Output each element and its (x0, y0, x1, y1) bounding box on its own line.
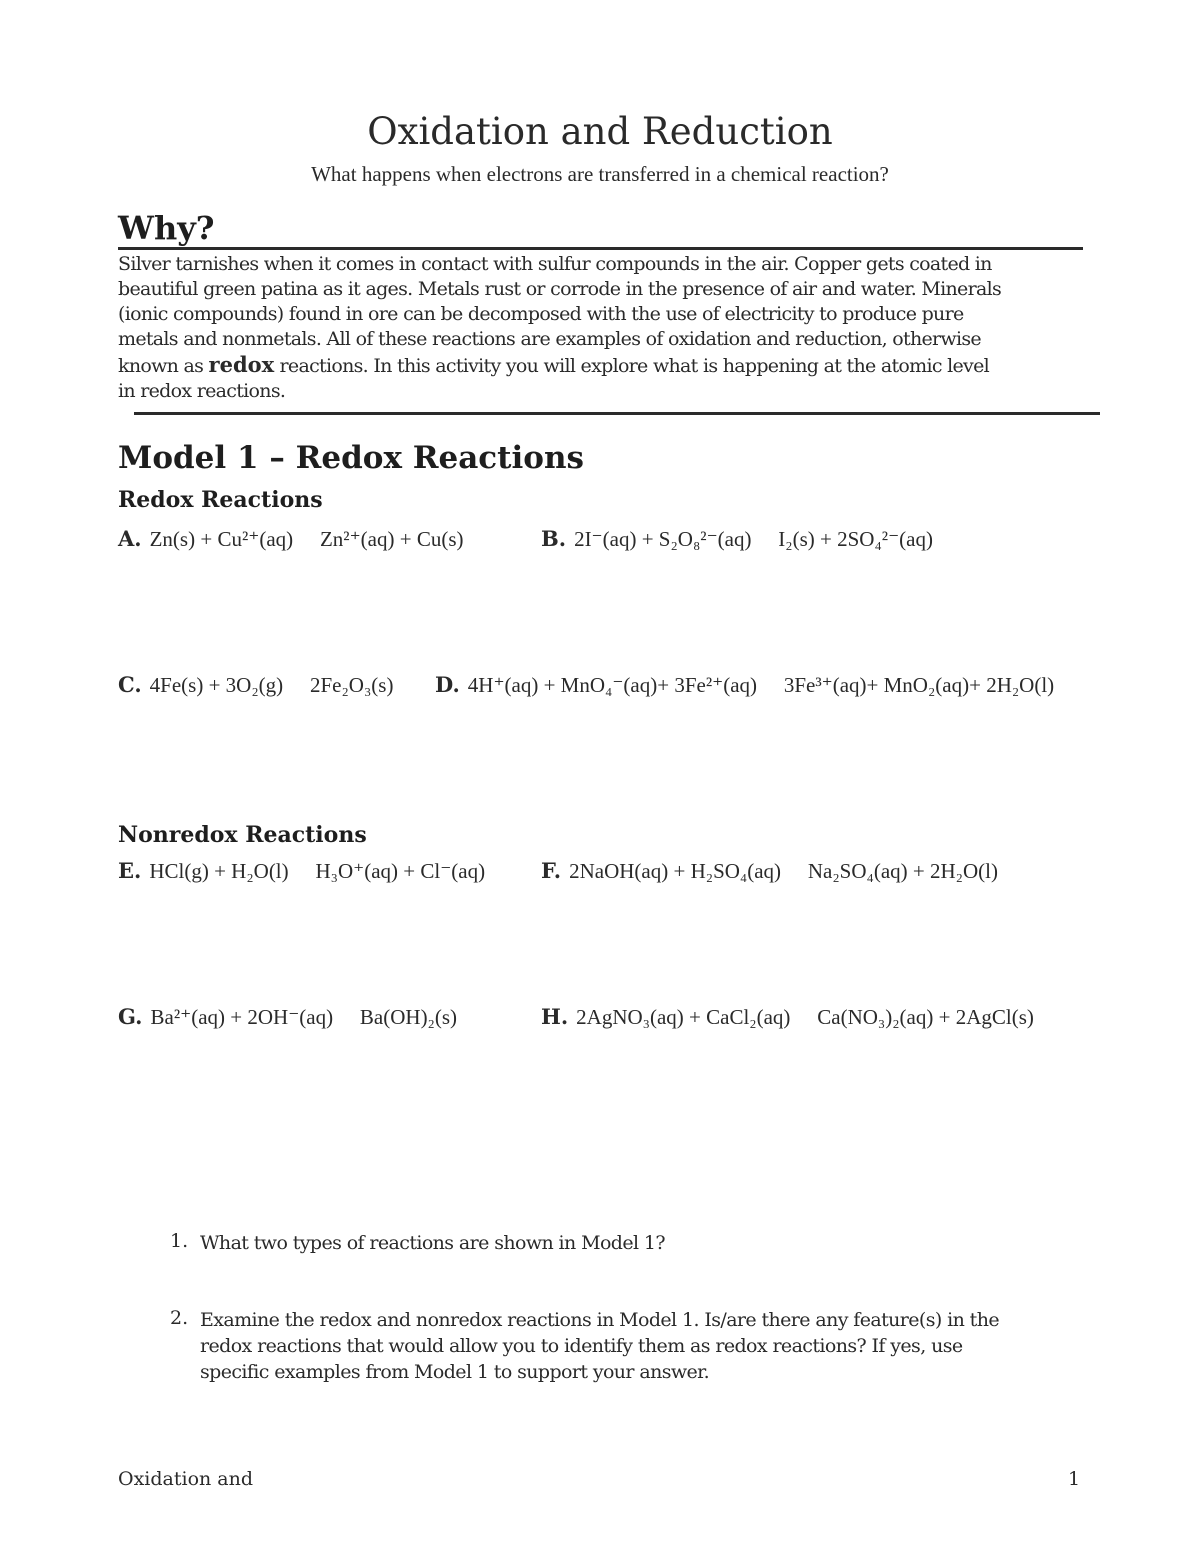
why-line: in redox reactions. (118, 380, 286, 402)
reaction-e (118, 858, 485, 884)
why-line (118, 352, 1078, 379)
page-title: Oxidation and Reduction (367, 110, 833, 153)
reaction-equation: Ba²⁺(aq) + 2OH⁻(aq)   Ba(OH)₂(s) (150, 1005, 458, 1029)
question-number: 1. (170, 1230, 189, 1252)
divider-top (118, 247, 1083, 250)
why-line: (ionic compounds) found in ore can be decomposed with the use of electricity to produce pure (118, 303, 964, 325)
reaction-c (118, 672, 393, 698)
question-line: redox reactions that would allow you to identify them as redox reactions? If yes, use (200, 1335, 963, 1357)
why-line: Silver tarnishes when it comes in contact with sulfur compounds in the air. Copper gets coated in (118, 253, 992, 275)
page-number: 1 (1068, 1468, 1081, 1490)
reaction-b (541, 526, 933, 552)
question-line: What two types of reactions are shown in Model 1? (200, 1232, 665, 1254)
reaction-equation: Zn(s) + Cu²⁺(aq)   Zn²⁺(aq) + Cu(s) (149, 527, 464, 551)
redox-heading: Redox Reactions (118, 487, 323, 513)
reaction-label: G. (118, 1004, 143, 1029)
why-paragraph (118, 252, 1078, 404)
divider-bottom (134, 412, 1100, 415)
reaction-label: D. (435, 672, 460, 697)
why-text: known as (118, 355, 209, 377)
reaction-label: B. (541, 526, 567, 551)
footer-title: Oxidation and (118, 1468, 254, 1490)
question-number: 2. (170, 1307, 189, 1329)
why-heading: Why? (118, 209, 215, 247)
why-text: reactions. In this activity you will explore what is happening at the atomic level (274, 355, 990, 377)
page-subtitle: What happens when electrons are transferred in a chemical reaction? (311, 162, 889, 186)
reaction-label: F. (541, 858, 562, 883)
reaction-equation: HCl(g) + H₂O(l)   H₃O⁺(aq) + Cl⁻(aq) (149, 859, 486, 883)
reaction-equation: 2I⁻(aq) + S₂O₈²⁻(aq)   I₂(s) + 2SO₄²⁻(aq) (574, 527, 933, 551)
reaction-equation: 2NaOH(aq) + H₂SO₄(aq)   Na₂SO₄(aq) + 2H₂O(l) (569, 859, 998, 883)
why-line: metals and nonmetals. All of these reactions are examples of oxidation and reduction, otherwise (118, 328, 981, 350)
reaction-label: A. (118, 526, 142, 551)
reaction-a (118, 526, 464, 552)
reaction-d (435, 672, 1054, 698)
reaction-g (118, 1004, 457, 1030)
reaction-equation: 4H⁺(aq) + MnO₄⁻(aq)+ 3Fe²⁺(aq)   3Fe³⁺(aq)+ MnO₂(aq)+ 2H₂O(l) (467, 673, 1055, 697)
question-line: Examine the redox and nonredox reactions in Model 1. Is/are there any feature(s) in the (200, 1309, 999, 1331)
question-line: specific examples from Model 1 to support your answer. (200, 1361, 710, 1383)
reaction-f (541, 858, 998, 884)
redox-term: redox (208, 352, 275, 377)
reaction-equation: 2AgNO₃(aq) + CaCl₂(aq)   Ca(NO₃)₂(aq) + 2AgCl(s) (576, 1005, 1034, 1029)
reaction-label: E. (118, 858, 142, 883)
question-2 (200, 1307, 1060, 1385)
reaction-label: H. (541, 1004, 569, 1029)
reaction-h (541, 1004, 1034, 1030)
why-line: beautiful green patina as it ages. Metals rust or corrode in the presence of air and water. Minerals (118, 278, 1002, 300)
reaction-equation: 4Fe(s) + 3O₂(g)   2Fe₂O₃(s) (149, 673, 394, 697)
reaction-label: C. (118, 672, 142, 697)
question-1 (200, 1230, 1060, 1256)
model-title: Model 1 – Redox Reactions (118, 440, 584, 476)
nonredox-heading: Nonredox Reactions (118, 822, 367, 848)
